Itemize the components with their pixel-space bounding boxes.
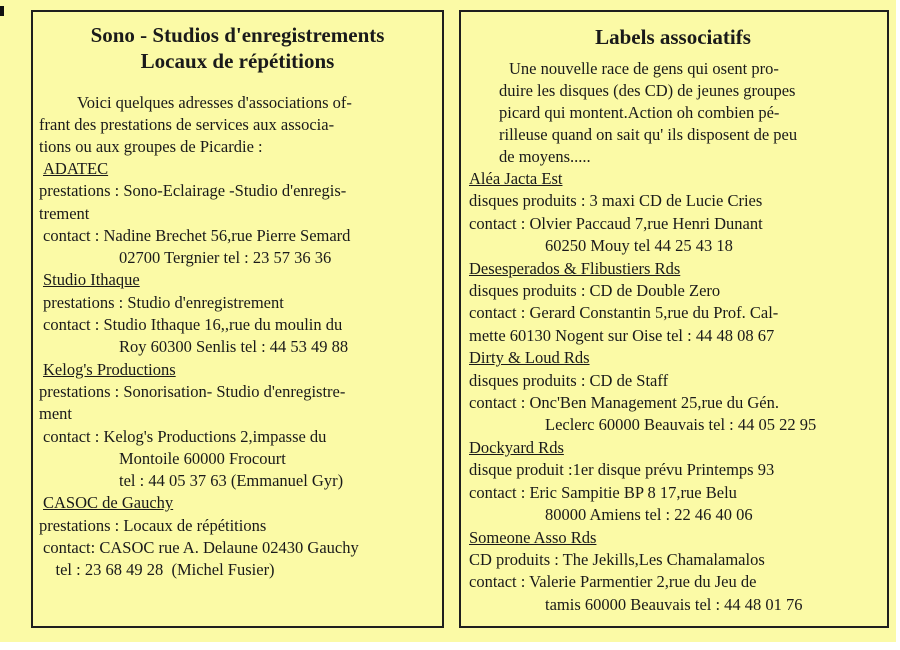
intro-line: frant des prestations de services aux associa- (39, 115, 335, 134)
label-entry-alea-jacta-est (469, 168, 877, 258)
label-entry-dirty-loud (469, 347, 877, 437)
labels-title: Labels associatifs (595, 25, 751, 49)
entry-name: Dockyard Rds (469, 437, 564, 457)
entry-name: ADATEC (43, 159, 109, 178)
entry-line: disques produits : CD de Staff (469, 370, 669, 390)
entry-line: prestations : Studio d'enregistrement (43, 292, 284, 312)
entry-line: 60250 Mouy tel 44 25 43 18 (545, 236, 733, 256)
entry-name: Kelog's Productions (43, 359, 176, 379)
entry-line: contact : Valerie Parmentier 2,rue du Jeu de (469, 572, 757, 592)
label-entry-someone-asso (469, 527, 877, 617)
entry-line: trement (39, 203, 90, 223)
studios-title (39, 22, 436, 74)
entry-line: prestations : Sonorisation- Studio d'enregistre- (39, 381, 346, 401)
intro-line: Voici quelques adresses d'associations of- (77, 93, 352, 112)
entry-name: Someone Asso Rds (469, 527, 597, 547)
entry-line: contact : Studio Ithaque 16,,rue du moulin du (43, 315, 343, 335)
intro-line: duire les disques (des CD) de jeunes groupes (499, 81, 796, 100)
studios-intro (39, 92, 436, 158)
intro-line: rilleuse quand on sait qu' ils disposent de peu (499, 125, 798, 144)
studios-title-line1: Sono - Studios d'enregistrements (90, 23, 385, 47)
entry-name: CASOC de Gauchy (43, 493, 174, 513)
entry-line: ment (39, 404, 72, 424)
entry-line: Roy 60300 Senlis tel : 44 53 49 88 (119, 337, 349, 357)
entry-name: Studio Ithaque (43, 270, 140, 290)
labels-column (459, 10, 889, 628)
entry-line: disques produits : CD de Double Zero (469, 281, 721, 301)
entry-line: contact: CASOC rue A. Delaune 02430 Gauchy (43, 538, 359, 558)
scan-edge (896, 0, 900, 650)
entry-line: disque produit :1er disque prévu Printemps 93 (469, 460, 775, 480)
studios-column (31, 10, 444, 628)
entry-line: prestations : Locaux de répétitions (39, 515, 267, 535)
entry-line: tel : 23 68 49 28 (Michel Fusier) (39, 560, 275, 580)
entry-name: Desesperados & Flibustiers Rds (469, 258, 681, 278)
entry-line: tamis 60000 Beauvais tel : 44 48 01 76 (545, 594, 803, 614)
entry-line: Montoile 60000 Frocourt (119, 448, 286, 468)
entry-line: prestations : Sono-Eclairage -Studio d'enregis- (39, 181, 347, 201)
scan-corner-mark (0, 6, 4, 16)
studios-title-line2: Locaux de répétitions (140, 49, 335, 73)
entry-line: contact : Onc'Ben Management 25,rue du Gén. (469, 393, 779, 413)
entry-line: disques produits : 3 maxi CD de Lucie Cries (469, 191, 763, 211)
intro-line: de moyens..... (499, 147, 591, 166)
studio-entry-casoc (39, 492, 436, 581)
entry-line: 02700 Tergnier tel : 23 57 36 36 (119, 248, 332, 268)
studio-entry-kelogs (39, 359, 436, 493)
intro-line: tions ou aux groupes de Picardie : (39, 137, 263, 156)
label-entry-dockyard (469, 437, 877, 527)
entry-line: contact : Gerard Constantin 5,rue du Prof. Cal- (469, 303, 779, 323)
labels-intro (469, 58, 877, 168)
entry-name: Aléa Jacta Est (469, 169, 563, 188)
entry-line: Leclerc 60000 Beauvais tel : 44 05 22 95 (545, 415, 817, 435)
entry-line: mette 60130 Nogent sur Oise tel : 44 48 08 67 (469, 325, 775, 345)
entry-line: contact : Olvier Paccaud 7,rue Henri Dunant (469, 213, 763, 233)
entry-line: contact : Nadine Brechet 56,rue Pierre Semard (43, 225, 351, 245)
studio-entry-ithaque (39, 269, 436, 358)
entry-line: contact : Eric Sampitie BP 8 17,rue Belu (469, 482, 737, 502)
studio-entry-adatec (39, 158, 436, 269)
entry-line: 80000 Amiens tel : 22 46 40 06 (545, 505, 753, 525)
scan-edge-bottom (0, 642, 900, 650)
entry-line: contact : Kelog's Productions 2,impasse du (43, 426, 327, 446)
intro-line: picard qui montent.Action oh combien pé- (499, 103, 780, 122)
intro-line: Une nouvelle race de gens qui osent pro- (509, 59, 779, 78)
entry-line: tel : 44 05 37 63 (Emmanuel Gyr) (119, 471, 344, 491)
label-entry-desesperados (469, 258, 877, 348)
entry-line: CD produits : The Jekills,Les Chamalamalos (469, 549, 765, 569)
entry-name: Dirty & Loud Rds (469, 348, 590, 368)
